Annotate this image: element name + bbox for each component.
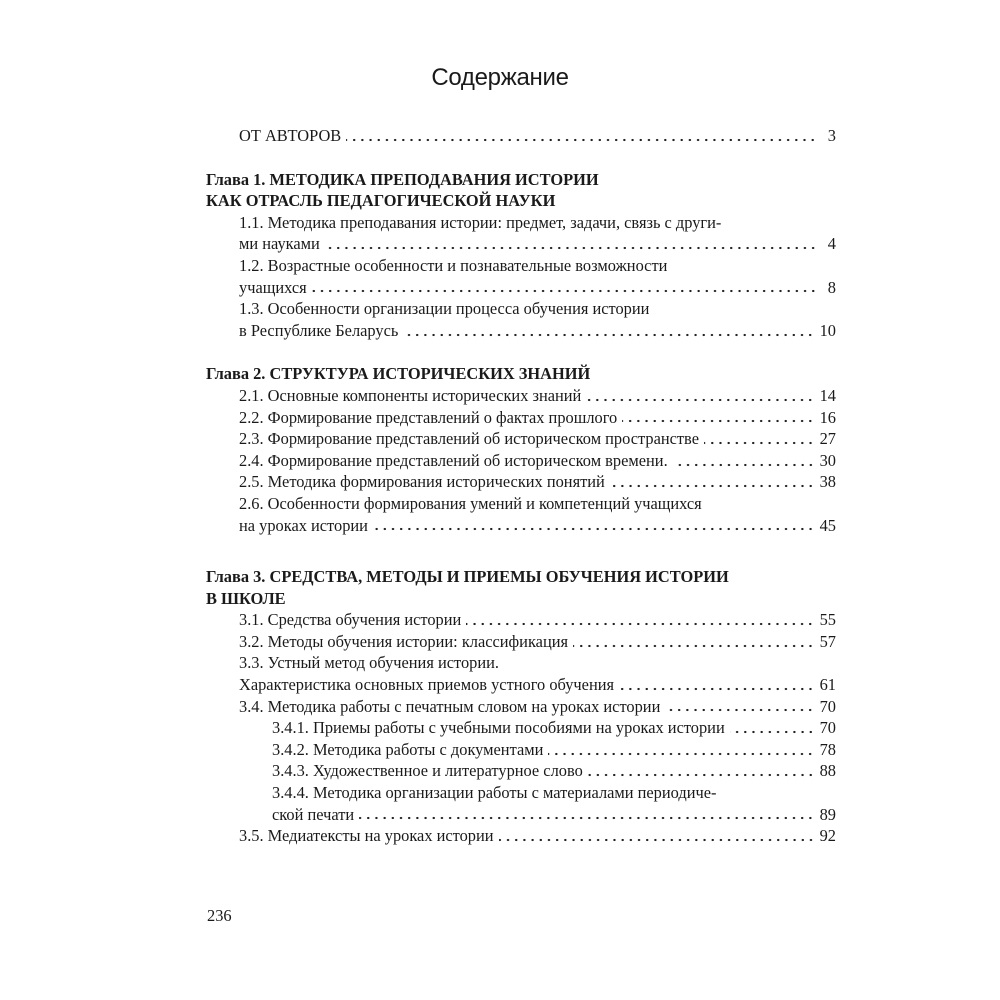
toc-page-number: 16 [819,407,836,427]
toc-entry-text: ской печати [272,804,355,824]
dot-leader [673,463,815,467]
toc-page-number: 55 [819,610,836,630]
toc-page-number: 88 [819,761,836,781]
dot-leader [588,773,815,777]
toc-entry-text: 3.1. Средства обучения истории [239,610,462,630]
toc-entry-text-line[interactable] [206,652,836,674]
dot-leader [403,333,814,337]
page-title: Содержание [431,64,569,91]
toc-page-number: 92 [819,826,836,846]
toc-entry[interactable] [206,471,836,493]
toc-entry-text: 2.5. Методика формирования исторических понятий [239,472,605,492]
toc-entry-text: 2.6. Особенности формирования умений и компетенций учащихся [239,493,702,513]
toc-entry-text: 2.1. Основные компоненты исторических знаний [239,385,582,405]
dot-leader [499,838,815,842]
toc-subentry-text-line[interactable] [206,782,836,804]
toc-entry-text: 3.4. Методика работы с печатным словом на уроках истории [239,696,661,716]
toc-entry-text: на уроках истории [239,515,368,535]
toc-entry-text: 3.2. Методы обучения истории: классификация [239,631,569,651]
chapter-heading-continued: В ШКОЛЕ [206,588,286,608]
toc-entry[interactable] [206,609,836,631]
dot-leader [619,687,815,691]
toc-entry-text: ми науками [239,234,320,254]
toc-entry[interactable] [206,674,836,696]
toc-page-number: 30 [819,450,836,470]
toc-entry-text-line[interactable] [206,255,836,277]
page-number: 236 [207,906,232,925]
dot-leader [312,289,817,293]
chapter-heading[interactable]: Глава 3. СРЕДСТВА, МЕТОДЫ И ПРИЕМЫ ОБУЧЕНИЯ ИСТОРИИ [206,567,729,587]
toc-entry-intro[interactable] [206,125,836,147]
dot-leader [359,816,814,820]
toc-entry[interactable] [206,515,836,537]
toc-page-number: 70 [819,696,836,716]
toc-entry-text: ОТ АВТОРОВ [239,126,342,145]
toc-entry-text: 2.2. Формирование представлений о фактах прошлого [239,407,618,427]
dot-leader [466,622,814,626]
toc-page-number: 78 [819,739,836,759]
chapter-heading[interactable]: Глава 2. СТРУКТУРА ИСТОРИЧЕСКИХ ЗНАНИЙ [206,364,591,384]
toc-page-number: 27 [819,429,836,449]
dot-leader [730,730,815,734]
toc-entry-text-line[interactable] [206,493,836,515]
dot-leader [373,527,815,531]
toc-entry[interactable] [206,696,836,718]
toc-entry[interactable] [206,233,836,255]
toc-entry-text: 2.4. Формирование представлений об историческом времени. [239,450,668,470]
toc-entry-text: 1.3. Особенности организации процесса обучения истории [239,299,650,319]
toc-page-number: 8 [827,277,836,297]
toc-entry-text-line[interactable] [206,298,836,320]
toc-page-number: 3 [827,126,836,145]
toc-subentry[interactable] [206,739,836,761]
toc-entry[interactable] [206,428,836,450]
dot-leader [325,246,817,250]
dot-leader [548,752,814,756]
toc-entry-text: в Республике Беларусь [239,320,399,340]
toc-entry[interactable] [206,277,836,299]
toc-page-number: 14 [819,385,836,405]
dot-leader [346,138,817,142]
toc-page-number: 10 [819,320,836,340]
toc-subentry[interactable] [206,717,836,739]
toc-entry[interactable] [206,825,836,847]
toc-page-number: 4 [827,234,836,254]
toc-entry-text: 3.4.4. Методика организации работы с материалами периодиче- [272,783,717,803]
toc-entry-text: 2.3. Формирование представлений об историческом пространстве [239,429,699,449]
toc-page-number: 70 [819,718,836,738]
toc-page-number: 89 [819,804,836,824]
toc-entry-text-line[interactable] [206,212,836,234]
toc-entry-text: Характеристика основных приемов устного обучения [239,675,615,695]
chapter-heading-continued: КАК ОТРАСЛЬ ПЕДАГОГИЧЕСКОЙ НАУКИ [206,191,556,211]
toc-entry[interactable] [206,320,836,342]
table-of-contents [206,125,836,847]
dot-leader [586,398,814,402]
toc-page-number: 45 [819,515,836,535]
toc-entry-text: 3.4.1. Приемы работы с учебными пособиями на уроках истории [272,718,725,738]
toc-entry-text: 3.3. Устный метод обучения истории. [239,653,499,673]
toc-page-number: 61 [819,675,836,695]
toc-subentry[interactable] [206,804,836,826]
toc-entry[interactable] [206,407,836,429]
toc-entry[interactable] [206,385,836,407]
dot-leader [573,644,815,648]
toc-subentry[interactable] [206,760,836,782]
dot-leader [665,708,814,712]
dot-leader [622,419,814,423]
toc-entry-text: 3.4.3. Художественное и литературное слово [272,761,583,781]
toc-entry-text: учащихся [239,277,307,297]
toc-page-number: 57 [819,631,836,651]
toc-entry-text: 3.4.2. Методика работы с документами [272,739,544,759]
toc-entry-text: 1.1. Методика преподавания истории: предмет, задачи, связь с други- [239,212,722,232]
toc-page-number: 38 [819,472,836,492]
toc-entry[interactable] [206,631,836,653]
toc-entry-text: 1.2. Возрастные особенности и познавательные возможности [239,255,668,275]
chapter-heading[interactable]: Глава 1. МЕТОДИКА ПРЕПОДАВАНИЯ ИСТОРИИ [206,169,599,189]
dot-leader [704,441,815,445]
toc-entry[interactable] [206,450,836,472]
dot-leader [610,484,815,488]
toc-entry-text: 3.5. Медиатексты на уроках истории [239,826,494,846]
